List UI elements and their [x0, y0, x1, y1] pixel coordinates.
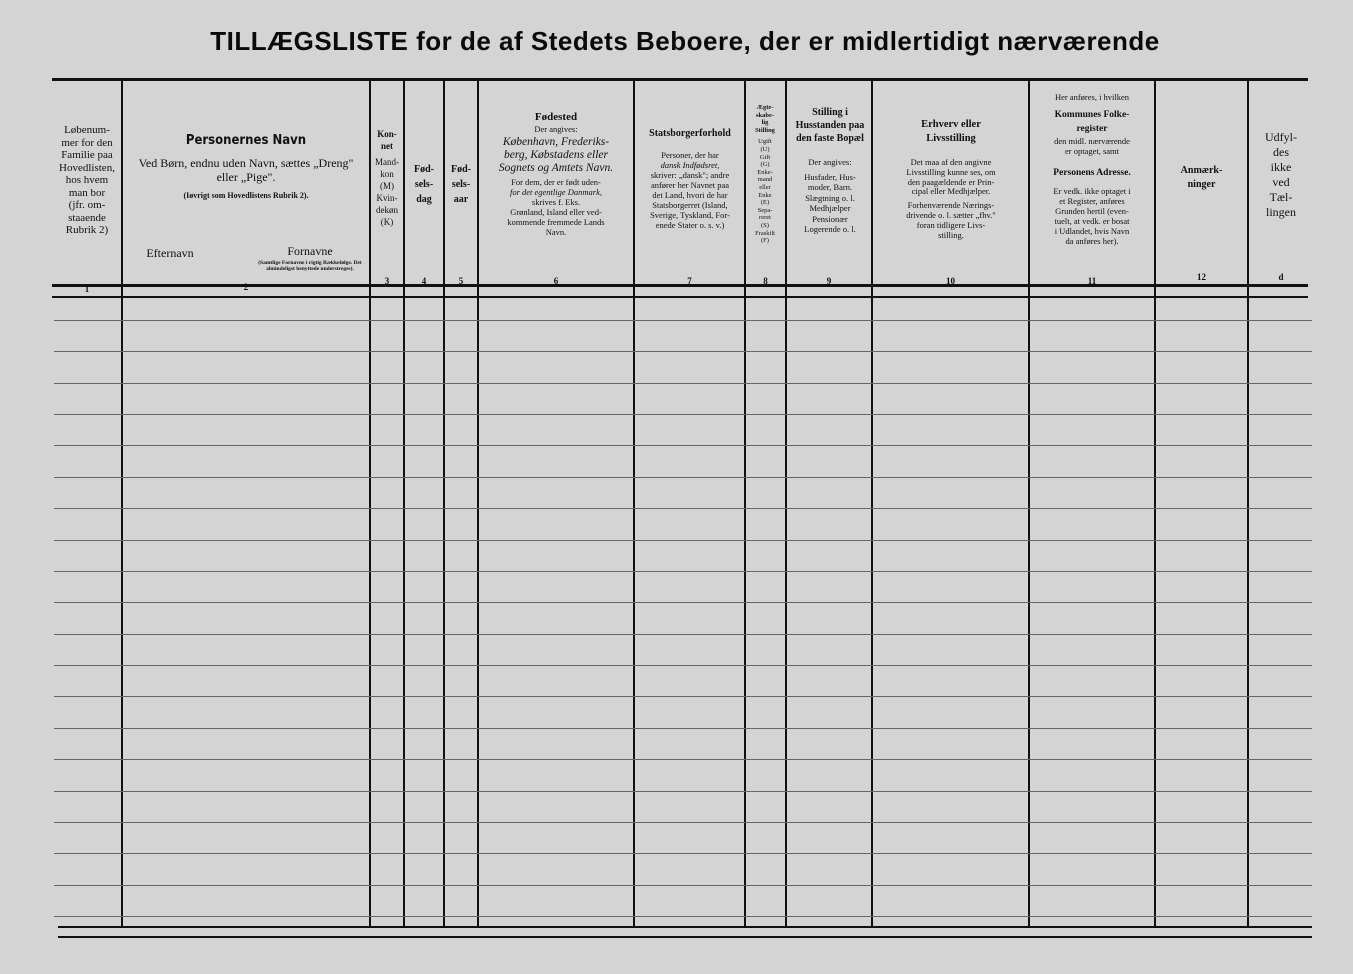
column-8-header: Ægte- skabe- lig Stilling Ugift (U) Gift (G) Enke- mand eller Enke (E) Sepa- reret (S) Fraskilt (F) — [755, 104, 775, 245]
column-2-fornavne: Fornavne — [287, 244, 333, 258]
table-row — [54, 665, 1312, 666]
table-row — [54, 853, 1312, 854]
column-divider — [121, 78, 123, 928]
column-2-header: Personernes Navn Ved Børn, endnu uden Navn, sættes „Dreng" eller „Pige". (Iøvrigt som Hovedlistens Rubrik 2). — [138, 133, 354, 200]
bottom-rule — [58, 926, 1312, 928]
table-row — [54, 602, 1312, 603]
column-number: 4 — [421, 276, 427, 286]
table-row — [54, 477, 1312, 478]
column-10-header: Erhverv eller Livsstilling Det maa af den angivne Livsstilling kunne ses, om den paagældende er Prin- cipal eller Medhjælper. Forhenværende Nærings- drivende o. l. sætter „fhv." foran tidligere Livs- stilling. — [906, 119, 996, 240]
column-2-fornavne-note: (Samtlige Fornavne i rigtig Rækkefølge. Det almindeligst benyttede understreges). — [258, 260, 362, 272]
column-divider — [1154, 78, 1156, 928]
column-number: 10 — [946, 276, 955, 286]
column-number: 1 — [84, 284, 90, 294]
table-row — [54, 916, 1312, 917]
column-divider — [871, 78, 873, 928]
header-bottom-rule-2 — [52, 296, 1308, 298]
table-row — [54, 320, 1312, 321]
table-row — [54, 791, 1312, 792]
table-row — [54, 885, 1312, 886]
column-number: 7 — [687, 276, 692, 286]
column-divider — [477, 78, 479, 928]
bottom-rule-2 — [58, 936, 1312, 938]
page-title: TILLÆGSLISTE for de af Stedets Beboere, der er midlertidigt nærværende — [210, 26, 1160, 56]
column-5-header: Fød- sels- aar — [451, 164, 471, 205]
table-row — [54, 508, 1312, 509]
table-row — [54, 540, 1312, 541]
column-number: 3 — [384, 276, 390, 286]
top-rule — [52, 78, 1308, 81]
column-number: 11 — [1087, 276, 1097, 286]
table-row — [54, 822, 1312, 823]
column-number: 5 — [458, 276, 464, 286]
column-number: d — [1278, 272, 1284, 282]
column-number: 2 — [243, 282, 249, 292]
column-1-header: Løbenum- mer for den Familie paa Hovedlisten, hos hvem man bor (jfr. om- staaende Rubrik 2) — [59, 124, 115, 236]
column-12-header: Anmærk- ninger — [1180, 165, 1223, 190]
column-number: 12 — [1197, 272, 1206, 282]
table-row — [54, 696, 1312, 697]
column-3-header: Kon- net Mand- kon (M) Kvin- dekøn (K) — [375, 129, 399, 227]
table-row — [54, 445, 1312, 446]
table-row — [54, 634, 1312, 635]
table-row — [54, 414, 1312, 415]
column-9-header: Stilling i Husstanden paa den faste Bopæl Der angives: Husfader, Hus- moder, Barn. Slægtning o. l. Medhjælper Pensionær Logerende o. l. — [795, 107, 865, 234]
column-number: 8 — [763, 276, 768, 286]
table-row — [54, 351, 1312, 352]
column-number: 9 — [826, 276, 832, 286]
column-4-header: Fød- sels- dag — [414, 164, 434, 205]
column-7-header: Statsborgerforhold Personer, der har dansk Indfødsret, skriver: „dansk"; andre anfører her Navnet paa det Land, hvori de har Statsborgerret (Island, Sverige, Tyskland, For- enede Stater o. s. v.) — [649, 128, 731, 230]
column-d-header: Udfyl- des ikke ved Tæl- lingen — [1265, 130, 1297, 219]
table-row — [54, 728, 1312, 729]
column-divider — [785, 78, 787, 928]
column-number: 6 — [553, 276, 559, 286]
column-2-efternavn: Efternavn — [146, 246, 194, 260]
column-11-header: Her anføres, i hvilken Kommunes Folke- register den midl. nærværende er optaget, samt Personens Adresse. Er vedk. ikke optaget i et Register, anføres Grunden hertil (even- tuelt, at vedk. er bosat i Udlandet, hvis Navn da anføres her). — [1053, 92, 1131, 246]
column-6-header: Fødested Der angives: København, Frederiks- berg, Købstadens eller Sognets og Amtets Navn. For dem, der er født uden- for det egentlige Danmark, skrives f. Eks. Grønland, Island eller ved- kommende fremmede Lands Navn. — [498, 111, 614, 237]
table-row — [54, 759, 1312, 760]
table-row — [54, 571, 1312, 572]
table-row — [54, 383, 1312, 384]
